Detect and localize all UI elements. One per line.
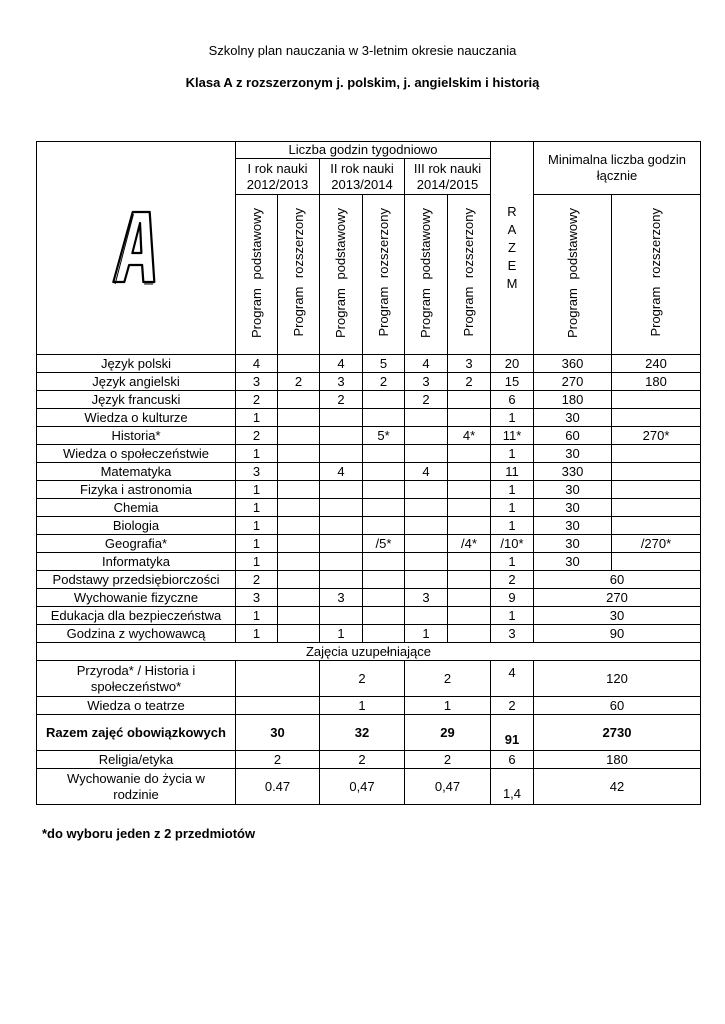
hours-cell: [278, 355, 320, 373]
hours-cell: 2: [236, 391, 278, 409]
table-row: [37, 373, 701, 391]
total-cell: 91: [491, 715, 534, 751]
year-hours-cell: 2: [405, 661, 491, 697]
document-subtitle: Klasa A z rozszerzonym j. polskim, j. angielskim i historią: [185, 75, 540, 90]
year-period: 2012/2013: [246, 176, 309, 192]
program-extended-header: [363, 195, 405, 355]
hours-cell: [363, 625, 405, 643]
razem-letter: M: [506, 276, 518, 291]
table-row: [37, 445, 701, 463]
hours-cell: [363, 445, 405, 463]
min-total-cell: 30: [534, 607, 701, 625]
razem-letter: E: [507, 258, 517, 273]
hours-cell: [320, 553, 363, 571]
total-cell: 2: [491, 697, 534, 715]
hours-cell: [363, 607, 405, 625]
hours-cell: [278, 535, 320, 553]
logo-cell: [37, 142, 236, 355]
year-hours-cell: [236, 697, 320, 715]
letter-a-logo-icon: [111, 209, 161, 287]
total-cell: 2: [491, 571, 534, 589]
hours-cell: 3: [405, 373, 448, 391]
min-extended-header: [612, 195, 701, 355]
hours-cell: 5*: [363, 427, 405, 445]
hours-cell: 2: [448, 373, 491, 391]
subject-name: Chemia: [37, 499, 236, 517]
hours-cell: 5: [363, 355, 405, 373]
hours-cell: [320, 427, 363, 445]
document-title: Szkolny plan nauczania w 3-letnim okresie nauczania: [208, 43, 517, 58]
min-total-cell: 120: [534, 661, 701, 697]
hours-cell: 2: [405, 391, 448, 409]
total-cell: 1: [491, 481, 534, 499]
year-header: [236, 159, 320, 195]
table-row: [37, 481, 701, 499]
subject-name: Razem zajęć obowiązkowych: [37, 715, 236, 751]
total-cell: 1: [491, 409, 534, 427]
year-header: [320, 159, 405, 195]
total-cell: 1: [491, 499, 534, 517]
min-extended-cell: /270*: [612, 535, 701, 553]
hours-cell: /4*: [448, 535, 491, 553]
hours-cell: [448, 553, 491, 571]
table-row: [37, 535, 701, 553]
hours-cell: [363, 517, 405, 535]
program-extended-header: [448, 195, 491, 355]
razem-letter: Z: [508, 240, 516, 255]
hours-cell: [448, 625, 491, 643]
min-basic-cell: 30: [534, 409, 612, 427]
hours-cell: 4: [405, 355, 448, 373]
subject-name: Godzina z wychowawcą: [37, 625, 236, 643]
table-row: [37, 661, 701, 697]
hours-cell: [278, 571, 320, 589]
hours-cell: [278, 463, 320, 481]
table-row: [37, 391, 701, 409]
year-label: I rok nauki: [247, 160, 308, 176]
hours-cell: [320, 499, 363, 517]
total-cell: 1: [491, 517, 534, 535]
hours-cell: [448, 391, 491, 409]
hours-cell: [278, 481, 320, 499]
hours-cell: [278, 625, 320, 643]
table-row: [37, 697, 701, 715]
subject-name: Religia/etyka: [37, 751, 236, 769]
min-extended-cell: [612, 499, 701, 517]
hours-cell: [405, 427, 448, 445]
razem-letter: A: [507, 222, 517, 237]
year-hours-cell: 1: [320, 697, 405, 715]
total-cell: 1: [491, 607, 534, 625]
total-cell: 6: [491, 391, 534, 409]
year-hours-cell: 2: [320, 661, 405, 697]
hours-cell: [363, 553, 405, 571]
year-label: III rok nauki: [413, 160, 482, 176]
table-row: [37, 625, 701, 643]
year-header: [405, 159, 491, 195]
year-hours-cell: 30: [236, 715, 320, 751]
min-extended-cell: [612, 391, 701, 409]
min-basic-cell: 30: [534, 535, 612, 553]
year-hours-cell: 0,47: [405, 769, 491, 805]
hours-cell: [320, 571, 363, 589]
program-extended-header: [278, 195, 320, 355]
hours-cell: 3: [236, 373, 278, 391]
table-row: [37, 355, 701, 373]
hours-cell: 3: [236, 589, 278, 607]
hours-cell: 2: [236, 571, 278, 589]
hours-cell: 4: [405, 463, 448, 481]
supplementary-header: Zajęcia uzupełniające: [37, 643, 701, 661]
hours-cell: [363, 589, 405, 607]
hours-cell: [448, 589, 491, 607]
subject-name: Wychowanie do życia w rodzinie: [37, 769, 236, 805]
table-row: [37, 571, 701, 589]
subject-name: Język angielski: [37, 373, 236, 391]
table-row: [37, 499, 701, 517]
hours-cell: [320, 481, 363, 499]
program-label: Program podstawowy: [333, 207, 348, 338]
year-label: II rok nauki: [330, 160, 394, 176]
min-extended-cell: [612, 409, 701, 427]
hours-cell: [405, 481, 448, 499]
subject-name: Wiedza o kulturze: [37, 409, 236, 427]
min-total-cell: 90: [534, 625, 701, 643]
hours-cell: 3: [236, 463, 278, 481]
hours-cell: [448, 517, 491, 535]
program-basic-header: [236, 195, 278, 355]
total-cell: 1: [491, 445, 534, 463]
hours-cell: [448, 607, 491, 625]
program-basic-header: [320, 195, 363, 355]
total-cell: 4: [491, 661, 534, 697]
table-row: [37, 409, 701, 427]
subject-name: Edukacja dla bezpieczeństwa: [37, 607, 236, 625]
hours-cell: [363, 409, 405, 427]
hours-cell: /5*: [363, 535, 405, 553]
total-cell: 1,4: [491, 769, 534, 805]
subject-name: Informatyka: [37, 553, 236, 571]
year-hours-cell: 29: [405, 715, 491, 751]
hours-cell: [278, 517, 320, 535]
hours-cell: [363, 571, 405, 589]
min-basic-cell: 30: [534, 445, 612, 463]
total-cell: 11: [491, 463, 534, 481]
table-row: [37, 589, 701, 607]
year-hours-cell: 1: [405, 697, 491, 715]
subject-name: Przyroda* / Historia i społeczeństwo*: [37, 661, 236, 697]
program-label: Program podstawowy: [248, 207, 264, 338]
footnote: *do wyboru jeden z 2 przedmiotów: [42, 826, 256, 841]
year-hours-cell: 32: [320, 715, 405, 751]
hours-cell: [363, 463, 405, 481]
hours-cell: 1: [236, 517, 278, 535]
hours-cell: [278, 445, 320, 463]
hours-cell: [320, 517, 363, 535]
min-total-cell: 60: [534, 697, 701, 715]
hours-cell: 1: [236, 445, 278, 463]
table-row: [37, 517, 701, 535]
hours-cell: [448, 571, 491, 589]
min-basic-cell: 30: [534, 517, 612, 535]
min-total-cell: 180: [534, 751, 701, 769]
total-cell: 6: [491, 751, 534, 769]
program-label: Program rozszerzony: [648, 208, 663, 337]
subject-name: Wiedza o teatrze: [37, 697, 236, 715]
year-hours-cell: 2: [320, 751, 405, 769]
table-row: [37, 463, 701, 481]
hours-cell: [448, 409, 491, 427]
subject-name: Podstawy przedsiębiorczości: [37, 571, 236, 589]
program-label: Program podstawowy: [418, 207, 433, 338]
hours-cell: [278, 409, 320, 427]
min-basic-cell: 360: [534, 355, 612, 373]
hours-cell: [448, 499, 491, 517]
hours-cell: 1: [236, 499, 278, 517]
subject-name: Język polski: [37, 355, 236, 373]
hours-cell: 1: [236, 535, 278, 553]
hours-cell: 1: [236, 607, 278, 625]
hours-cell: 2: [236, 427, 278, 445]
min-basic-cell: 270: [534, 373, 612, 391]
hours-cell: [363, 499, 405, 517]
table-row: [37, 427, 701, 445]
hours-cell: [320, 445, 363, 463]
hours-cell: [278, 553, 320, 571]
hours-cell: 4: [320, 463, 363, 481]
year-hours-cell: 2: [236, 751, 320, 769]
subject-name: Wiedza o społeczeństwie: [37, 445, 236, 463]
logo-letter-text: A: [111, 209, 112, 210]
hours-cell: 4: [320, 355, 363, 373]
hours-cell: [405, 535, 448, 553]
year-hours-cell: [236, 661, 320, 697]
table-row: [37, 751, 701, 769]
hours-cell: 2: [363, 373, 405, 391]
year-hours-cell: 2: [405, 751, 491, 769]
weekly-hours-header: Liczba godzin tygodniowo: [236, 142, 491, 159]
total-cell: 9: [491, 589, 534, 607]
min-total-cell: 60: [534, 571, 701, 589]
program-label: Program podstawowy: [564, 207, 580, 338]
total-cell: /10*: [491, 535, 534, 553]
subject-name: Geografia*: [37, 535, 236, 553]
min-extended-cell: [612, 463, 701, 481]
program-basic-header: [405, 195, 448, 355]
total-cell: 20: [491, 355, 534, 373]
hours-cell: 3: [448, 355, 491, 373]
min-extended-cell: [612, 517, 701, 535]
hours-cell: [405, 499, 448, 517]
hours-cell: [320, 535, 363, 553]
subject-name: Wychowanie fizyczne: [37, 589, 236, 607]
hours-cell: [405, 571, 448, 589]
year-period: 2014/2015: [416, 176, 479, 192]
total-cell: 3: [491, 625, 534, 643]
hours-cell: [405, 607, 448, 625]
section-row: [37, 643, 701, 661]
hours-cell: [278, 499, 320, 517]
hours-cell: [363, 481, 405, 499]
min-basic-cell: 30: [534, 553, 612, 571]
total-cell: 15: [491, 373, 534, 391]
razem-header: [491, 142, 534, 355]
hours-cell: [320, 409, 363, 427]
hours-cell: 1: [320, 625, 363, 643]
hours-cell: [405, 445, 448, 463]
min-total-cell: 270: [534, 589, 701, 607]
hours-cell: 2: [320, 391, 363, 409]
year-hours-cell: 0.47: [236, 769, 320, 805]
hours-cell: [278, 589, 320, 607]
curriculum-table: [36, 141, 701, 805]
subject-name: Matematyka: [37, 463, 236, 481]
hours-cell: [405, 517, 448, 535]
table-row: [37, 769, 701, 805]
hours-cell: [405, 409, 448, 427]
program-label: Program rozszerzony: [375, 208, 391, 337]
minimal-hours-header: Minimalna liczba godzin łącznie: [534, 142, 701, 195]
min-basic-header: [534, 195, 612, 355]
subject-name: Fizyka i astronomia: [37, 481, 236, 499]
hours-cell: 1: [236, 553, 278, 571]
hours-cell: 1: [236, 481, 278, 499]
hours-cell: [448, 481, 491, 499]
subject-name: Historia*: [37, 427, 236, 445]
razem-letter: R: [507, 204, 517, 219]
min-basic-cell: 30: [534, 499, 612, 517]
hours-cell: 1: [236, 625, 278, 643]
total-cell: 11*: [491, 427, 534, 445]
year-hours-cell: 0,47: [320, 769, 405, 805]
min-total-cell: 42: [534, 769, 701, 805]
hours-cell: 1: [405, 625, 448, 643]
hours-cell: [448, 463, 491, 481]
table-row: [37, 715, 701, 751]
hours-cell: [278, 427, 320, 445]
hours-cell: 2: [278, 373, 320, 391]
subject-name: Biologia: [37, 517, 236, 535]
min-extended-cell: [612, 553, 701, 571]
min-extended-cell: 180: [612, 373, 701, 391]
table-row: [37, 607, 701, 625]
min-extended-cell: 270*: [612, 427, 701, 445]
hours-cell: 3: [405, 589, 448, 607]
hours-cell: [405, 553, 448, 571]
table-row: [37, 553, 701, 571]
min-basic-cell: 30: [534, 481, 612, 499]
hours-cell: 4: [236, 355, 278, 373]
year-period: 2013/2014: [331, 176, 393, 192]
min-basic-cell: 60: [534, 427, 612, 445]
hours-cell: 4*: [448, 427, 491, 445]
min-extended-cell: [612, 445, 701, 463]
min-extended-cell: [612, 481, 701, 499]
min-extended-cell: 240: [612, 355, 701, 373]
total-cell: 1: [491, 553, 534, 571]
hours-cell: 3: [320, 589, 363, 607]
hours-cell: 3: [320, 373, 363, 391]
hours-cell: 1: [236, 409, 278, 427]
hours-cell: [320, 607, 363, 625]
hours-cell: [448, 445, 491, 463]
hours-cell: [363, 391, 405, 409]
hours-cell: [278, 391, 320, 409]
subject-name: Język francuski: [37, 391, 236, 409]
min-basic-cell: 330: [534, 463, 612, 481]
program-label: Program rozszerzony: [290, 208, 306, 337]
min-basic-cell: 180: [534, 391, 612, 409]
program-label: Program rozszerzony: [461, 208, 476, 337]
min-total-cell: 2730: [534, 715, 701, 751]
hours-cell: [278, 607, 320, 625]
